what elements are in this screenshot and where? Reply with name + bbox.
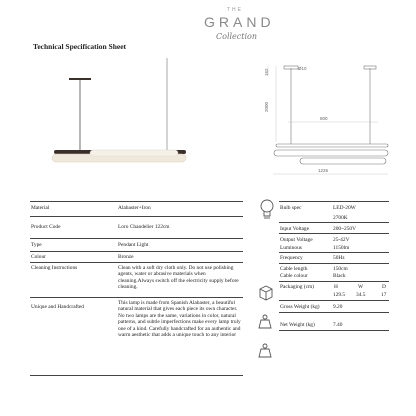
brand-the: THE <box>227 7 243 13</box>
table-bottom-rule <box>30 375 243 376</box>
dim-top: Ø10 <box>298 66 307 71</box>
label-luminous: Luminous <box>280 245 302 251</box>
weight-icon <box>257 313 273 331</box>
product-photo <box>40 58 190 198</box>
value-cable-colour: Black <box>333 273 346 279</box>
brand-name: GRAND <box>204 14 275 30</box>
row-divider <box>279 252 389 253</box>
package-box-icon <box>258 284 274 302</box>
row-divider <box>279 300 389 301</box>
label-frequency: Frequency <box>280 255 303 261</box>
value-colour: Bronze <box>118 254 134 260</box>
packaging-d-header: D <box>382 284 386 290</box>
label-unique: Unique and Handcrafted <box>31 304 84 310</box>
row-divider <box>30 251 243 252</box>
value-gross-weight: 9.20 <box>333 304 343 310</box>
value-type: Pendant Light <box>118 242 149 248</box>
label-net-weight: Net Weight (kg) <box>280 322 315 328</box>
dim-cap: 162 <box>264 68 269 76</box>
label-input-voltage: Input Voltage <box>280 226 309 232</box>
row-divider <box>279 281 389 282</box>
row-divider <box>30 238 243 239</box>
label-colour: Colour <box>31 254 46 260</box>
packaging-h-header: H <box>334 284 338 290</box>
row-divider <box>279 233 389 234</box>
weight-icon <box>257 342 273 360</box>
bulb-icon <box>258 198 276 222</box>
label-material: Material <box>31 205 50 211</box>
page-title: Technical Specification Sheet <box>33 42 127 51</box>
spec-bottom-rule <box>279 330 389 331</box>
value-net-weight: 7.40 <box>333 322 343 328</box>
value-luminous: 1150lm <box>333 245 350 251</box>
value-cleaning: Clean with a soft dry cloth only. Do not use polishing agents, water or abrasive materials when cleaning.Always switch off the electricity supply before cleaning. <box>118 265 239 291</box>
value-output-voltage: 25-42V <box>333 237 350 243</box>
dim-height: 2000 <box>264 101 269 112</box>
row-divider <box>279 222 389 223</box>
dim-inner: 800 <box>320 116 328 121</box>
label-cleaning: Cleaning Instructions <box>31 265 78 271</box>
brand-collection: Collection <box>216 32 258 41</box>
row-divider <box>30 262 243 263</box>
value-unique: This lamp is made from Spanish Alabaster, a beautiful natural material that gives each piece its own character. No two lamps are the same, variations in color, natural patterns, and subtle imperfections make every lamp truly one of a kind. Carefully handcrafted for an authentic and warm aesthetic that adds a unique touch to any interior <box>118 300 241 339</box>
value-input-voltage: 200~250V <box>333 226 356 232</box>
packaging-h-value: 129.5 <box>333 292 346 298</box>
packaging-w-header: W <box>358 284 364 290</box>
value-cable-length: 150cm <box>333 266 348 272</box>
label-cable-length: Cable length <box>280 266 308 272</box>
table-top-rule <box>30 201 243 202</box>
value-bulb-spec: LED-20W <box>333 205 356 211</box>
value-material: Alabaster+Iron <box>118 205 151 211</box>
value-product-code: Loro Chandelier 122cm <box>118 224 170 230</box>
label-output-voltage: Output Voltage <box>280 237 313 243</box>
value-color-temp: 2700K <box>333 215 348 221</box>
row-divider <box>279 312 389 313</box>
label-product-code: Product Code <box>31 224 61 230</box>
packaging-d-value: 17 <box>381 292 387 298</box>
label-gross-weight: Gross Weight (kg) <box>280 304 320 310</box>
dim-total: 1225 <box>318 168 329 173</box>
label-packaging: Packaging (cm) <box>280 284 314 290</box>
value-frequency: 50Hz <box>333 255 345 261</box>
row-divider <box>279 263 389 264</box>
row-divider <box>30 216 243 217</box>
label-type: Type <box>31 242 42 248</box>
spec-top-rule <box>279 201 389 202</box>
label-cable-colour: Cable colour <box>280 273 308 279</box>
label-bulb-spec: Bulb spec <box>280 205 302 211</box>
row-divider <box>30 297 243 298</box>
packaging-w-value: 34.5 <box>356 292 366 298</box>
technical-drawing <box>258 62 410 182</box>
